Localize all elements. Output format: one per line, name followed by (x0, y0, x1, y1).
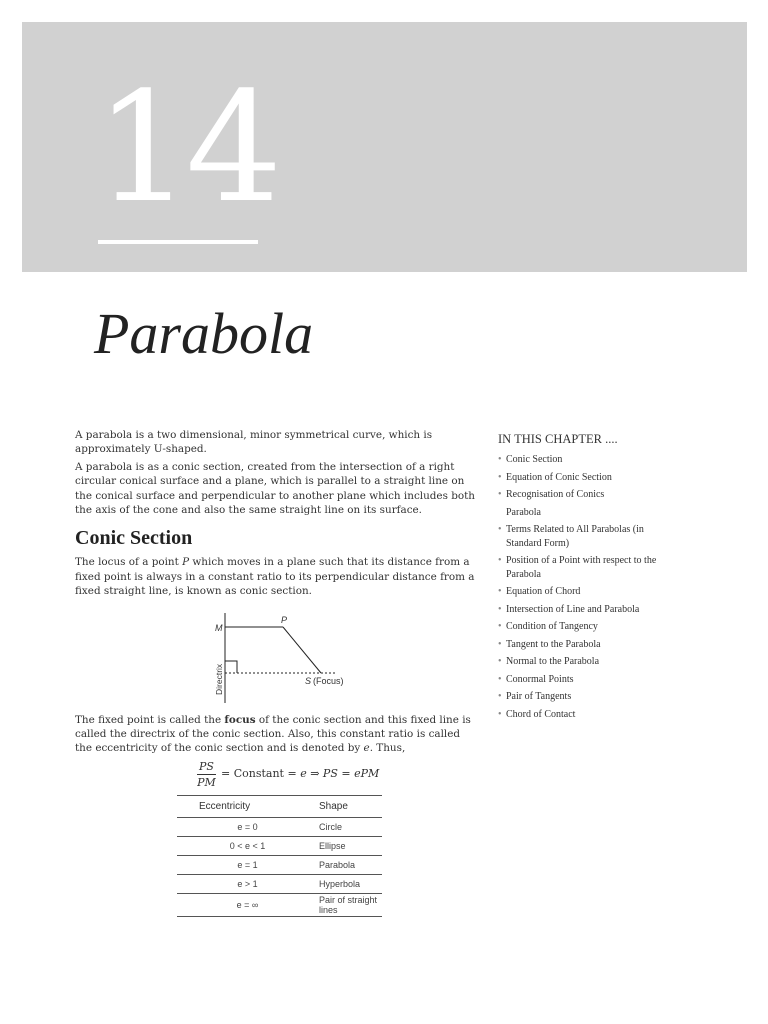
eccentricity-formula (75, 759, 480, 799)
contents-item: • Conic Section (498, 454, 563, 465)
contents-item: • Terms Related to All Parabolas (in Standard Form) (498, 524, 644, 549)
bullet-icon: • (498, 603, 502, 615)
main-column (75, 428, 480, 803)
cell-eccentricity: e > 1 (177, 875, 318, 894)
chapter-underline (98, 240, 258, 244)
label-s: S (305, 675, 312, 686)
contents-item: • Equation of Conic Section (498, 471, 612, 483)
bullet-icon: • (498, 691, 502, 702)
table-row (177, 875, 382, 894)
label-p: P (281, 614, 288, 625)
contents-item: • Intersection of Line and Parabola (498, 603, 640, 615)
bullet-icon: • (498, 586, 502, 597)
bullet-icon: • (498, 673, 502, 685)
contents-item: • Condition of Tangency (498, 621, 598, 632)
bullet-icon: • (498, 638, 502, 650)
fraction-numerator: PS (199, 759, 214, 773)
contents-item: • Chord of Contact (498, 708, 576, 720)
cell-eccentricity: e = ∞ (177, 894, 318, 917)
formula-fraction (197, 759, 216, 791)
chapter-title: Parabola (94, 301, 314, 366)
contents-item: • Recognisation of Conics (498, 489, 605, 500)
cell-eccentricity: e = 1 (177, 856, 318, 875)
intro-paragraph-2: A parabola is as a conic section, created from the intersection of a right circular conical surface and a plane, which is parallel to a straight line on the conical surface and perpendicular to another plane which includes both the axis of the cone and also the same straight line on its surface. (75, 460, 475, 517)
eccentricity-table (177, 795, 382, 917)
contents-item: • Position of a Point with respect to the Parabola (498, 555, 657, 580)
sidebar-heading: IN THIS CHAPTER .... (498, 432, 618, 446)
chapter-number: 14 (95, 59, 277, 236)
contents-list (498, 453, 673, 721)
table-header-row (177, 796, 382, 818)
cell-shape: Hyperbola (318, 875, 382, 894)
header-shape: Shape (318, 796, 382, 818)
contents-item: • Conormal Points (498, 673, 574, 685)
bullet-icon: • (498, 555, 502, 566)
bullet-icon: • (498, 471, 502, 483)
cell-eccentricity: 0 < e < 1 (177, 837, 318, 856)
definition-paragraph: The locus of a point P which moves in a plane such that its distance from a fixed point is always in a constant ratio to its perpendicular distance from a fixed straight line, is known as conic section. (75, 556, 475, 598)
table-row (177, 856, 382, 875)
formula-tail: = Constant = e ⇒ PS = ePM (221, 766, 380, 780)
bullet-icon: • (498, 621, 502, 632)
ps-line (283, 627, 321, 673)
eccentricity-paragraph: The fixed point is called the focus of the conic section and this fixed line is called the directrix of the conic section. Also, this constant ratio is called the eccentricity of the conic section and is denoted by e. Thus, (75, 713, 471, 755)
table-row (177, 837, 382, 856)
chapter-contents-sidebar (498, 432, 673, 725)
bullet-icon: • (498, 656, 502, 667)
table-row (177, 894, 382, 917)
cell-shape: Pair of straight lines (318, 894, 382, 917)
fraction-denominator: PM (197, 775, 216, 789)
label-m: M (215, 622, 223, 633)
section-heading: Conic Section (75, 527, 193, 550)
cell-shape: Ellipse (318, 837, 382, 856)
cell-shape: Circle (318, 818, 382, 837)
label-directrix: Directrix (214, 663, 224, 695)
bullet-icon: • (498, 524, 502, 535)
cell-shape: Parabola (318, 856, 382, 875)
contents-item: • Equation of Chord (498, 586, 581, 597)
cell-eccentricity: e = 0 (177, 818, 318, 837)
directrix-figure (75, 605, 480, 705)
bullet-icon: • (498, 708, 502, 720)
contents-item: • Tangent to the Parabola (498, 638, 601, 650)
bullet-icon: • (498, 454, 502, 465)
table-row (177, 818, 382, 837)
bullet-icon: • (498, 489, 502, 500)
label-focus: (Focus) (313, 675, 344, 686)
contents-item: • Normal to the Parabola (498, 656, 600, 667)
contents-item: Parabola (506, 506, 541, 518)
header-eccentricity: Eccentricity (177, 796, 318, 818)
contents-item: • Pair of Tangents (498, 691, 572, 702)
right-angle-mark (225, 661, 237, 673)
intro-paragraph-1: A parabola is a two dimensional, minor symmetrical curve, which is approximately U-shaped. (75, 429, 433, 456)
